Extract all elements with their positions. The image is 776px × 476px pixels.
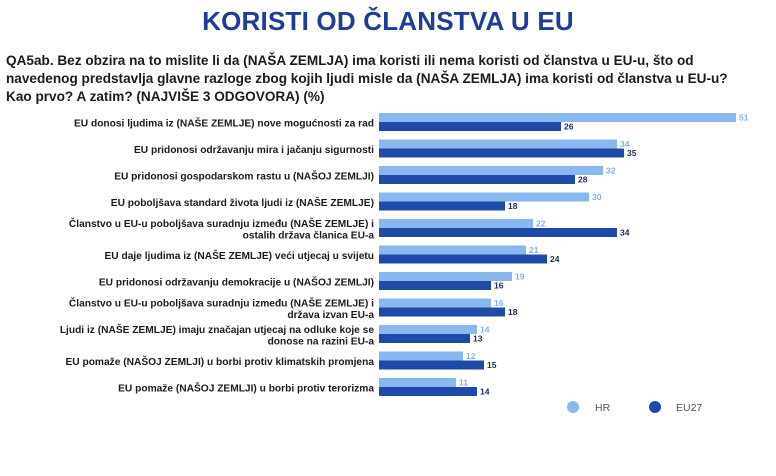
bar-eu27: [379, 255, 547, 264]
question-text: QA5ab. Bez obzira na to mislite li da (NAŠA ZEMLJA) ima koristi ili nema koristi od članstva u EU-u, što od navedenog predstavlja glavne razloge zbog kojih ljudi misle da (NAŠA ZEMLJA) ima koristi od članstva u EU-u? Kao prvo? A zatim? (NAJVIŠE 3 ODGOVORA) (%): [6, 53, 728, 104]
value-label-eu27: 18: [508, 201, 518, 211]
value-label-hr: 14: [480, 324, 490, 335]
category-label: Članstvo u EU-u poboljšava suradnju između (NAŠE ZEMLJE) i država izvan EU-a: [68, 298, 374, 321]
category-label: EU daje ljudima iz (NAŠE ZEMLJE) veći utjecaj u svijetu: [104, 251, 374, 262]
chart-title: KORISTI OD ČLANSTVA U EU: [202, 6, 574, 36]
value-label-eu27: 14: [480, 386, 490, 397]
bar-eu27: [379, 175, 575, 184]
value-label-hr: 34: [620, 139, 630, 149]
bar-hr: [379, 193, 589, 202]
legend-label-eu27: EU27: [676, 402, 703, 414]
bar-hr: [379, 140, 617, 149]
category-label: EU pridonosi održavanju demokracije u (NAŠOJ ZEMLJI): [98, 277, 374, 289]
legend-marker-eu27: [649, 401, 661, 413]
category-label: EU donosi ljudima iz (NAŠE ZEMLJE) nove mogućnosti za rad: [74, 118, 374, 130]
bar-eu27: [379, 361, 484, 370]
bar-eu27: [379, 308, 505, 317]
legend-marker-hr: [567, 401, 579, 413]
bar-eu27: [379, 281, 491, 290]
bar-eu27: [379, 202, 505, 211]
bar-eu27: [379, 122, 561, 131]
bar-hr: [379, 299, 491, 308]
value-label-hr: 30: [592, 192, 602, 202]
bar-eu27: [379, 334, 470, 343]
value-label-eu27: 35: [627, 148, 637, 158]
value-label-eu27: 18: [508, 307, 518, 317]
value-label-hr: 12: [466, 351, 476, 361]
bar-hr: [379, 246, 526, 255]
bar-hr: [379, 272, 512, 281]
bar-eu27: [379, 387, 477, 396]
value-label-hr: 19: [515, 271, 525, 282]
bar-hr: [379, 219, 533, 228]
category-label: Članstvo u EU-u poboljšava suradnju između (NAŠE ZEMLJE) i ostalih država članica EU-a: [68, 219, 374, 242]
category-label: Ljudi iz (NAŠE ZEMLJE) imaju značajan utjecaj na odluke koje se donose na razini EU-a: [59, 325, 374, 348]
category-label: EU pomaže (NAŠOJ ZEMLJI) u borbi protiv klimatskih promjena: [65, 357, 374, 368]
value-label-hr: 21: [529, 245, 539, 255]
bar-hr: [379, 378, 456, 387]
category-label: EU pomaže (NAŠOJ ZEMLJI) u borbi protiv terorizma: [118, 383, 374, 395]
bar-eu27: [379, 149, 624, 158]
bar-eu27: [379, 228, 617, 237]
legend-label-hr: HR: [595, 402, 611, 414]
value-label-eu27: 13: [473, 333, 483, 344]
value-label-hr: 16: [494, 298, 504, 308]
value-label-hr: 51: [739, 112, 749, 123]
bar-hr: [379, 325, 477, 334]
value-label-hr: 11: [459, 377, 468, 388]
category-label: EU poboljšava standard života ljudi iz (NAŠE ZEMLJE): [110, 198, 374, 209]
value-label-eu27: 24: [550, 254, 560, 264]
bar-hr: [379, 113, 736, 122]
bar-hr: [379, 352, 463, 361]
value-label-hr: 22: [536, 218, 546, 229]
category-label: EU pridonosi gospodarskom rastu u (NAŠOJ ZEMLJI): [114, 171, 374, 183]
value-label-eu27: 26: [564, 121, 574, 132]
value-label-eu27: 15: [487, 360, 497, 370]
value-label-eu27: 28: [578, 174, 588, 185]
category-label: EU pridonosi održavanju mira i jačanju sigurnosti: [133, 145, 374, 156]
value-label-eu27: 16: [494, 280, 504, 291]
value-label-eu27: 34: [620, 227, 630, 238]
bar-hr: [379, 166, 603, 175]
value-label-hr: 32: [606, 165, 616, 176]
